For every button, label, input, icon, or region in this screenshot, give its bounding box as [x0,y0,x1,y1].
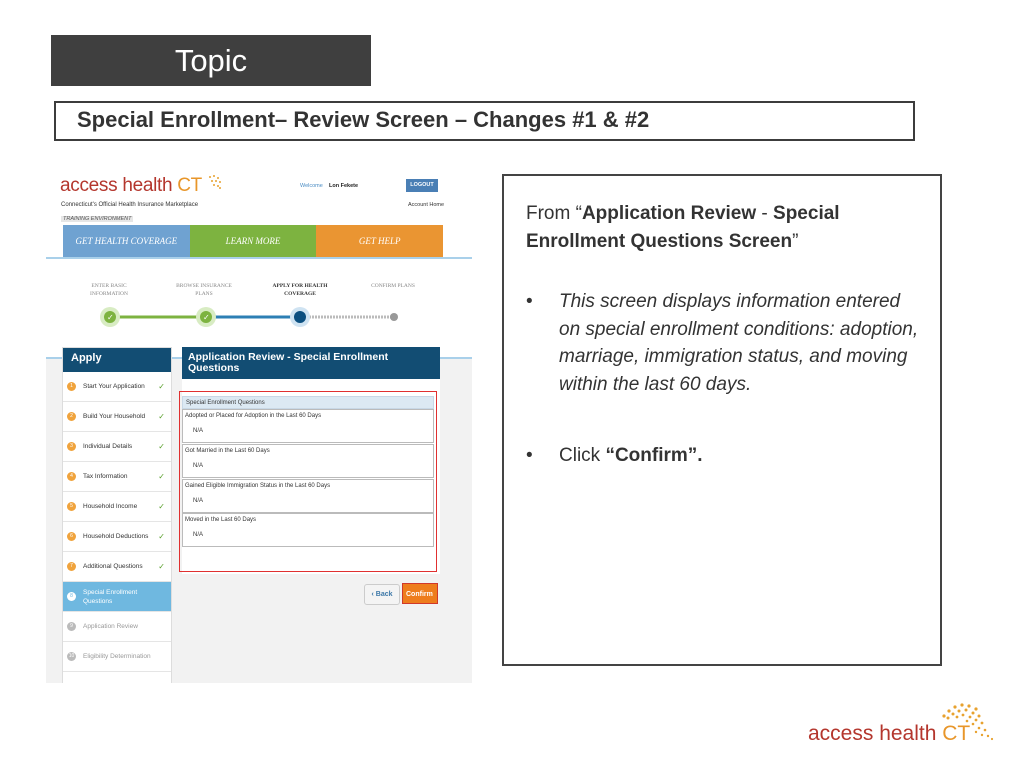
sidebar-item-household-income[interactable]: 5 Household Income ✓ [63,492,171,522]
special-enrollment-highlight [179,391,437,572]
nav-divider [46,257,472,259]
sidebar-item-start-application[interactable]: 1 Start Your Application ✓ [63,372,171,402]
user-name: Lon Fekete [329,183,359,189]
check-icon: ✓ [158,382,165,391]
question-marriage: Got Married in the Last 60 Days N/A [182,444,434,478]
source-screen-text: From “Application Review - Special Enrollment Questions Screen” [526,203,840,252]
check-icon: ✓ [158,442,165,451]
slide-title: Special Enrollment– Review Screen – Changes #1 & #2 [77,107,650,132]
logout-button[interactable]: LOGOUT [406,179,438,192]
sidebar-title: Apply [63,348,171,372]
sidebar-item-eligibility-determination[interactable]: 10 Eligibility Determination [63,642,171,672]
step-label-2: BROWSE INSURANCE PLANS [176,283,232,297]
sidebar-item-household-deductions[interactable]: 6 Household Deductions ✓ [63,522,171,552]
footer-logo: access health CT [808,702,1008,752]
sidebar-item-individual-details[interactable]: 3 Individual Details ✓ [63,432,171,462]
step-4-pending-icon [390,313,398,321]
sidebar-item-additional-questions[interactable]: 7 Additional Questions ✓ [63,552,171,582]
explanation-box: From “Application Review - Special Enrollment Questions Screen” • This screen displays information entered on special enrollment conditions: adoption, marriage, immigration status, and moving within the last 60 days. • Click “Confirm”. [502,174,942,666]
main-nav [63,225,443,257]
review-heading: Application Review - Special Enrollment Questions [182,347,440,379]
check-icon: ✓ [158,412,165,421]
check-icon: ✓ [158,532,165,541]
welcome-label: Welcome [300,183,323,189]
section-title: Special Enrollment Questions [182,396,434,409]
sidebar-item-build-household[interactable]: 2 Build Your Household ✓ [63,402,171,432]
logo-sunburst-icon [936,702,998,742]
slide-title-box [54,101,915,141]
confirm-button[interactable]: Confirm [402,583,438,604]
tagline: Connecticut's Official Health Insurance Marketplace [61,202,199,208]
step-label-3: APPLY FOR HEALTH COVERAGE [272,283,328,297]
step-label-1: ENTER BASIC INFORMATION [90,283,128,297]
sidebar-item-application-review[interactable]: 9 Application Review [63,612,171,642]
back-button[interactable]: ‹ Back [364,584,400,605]
question-adoption: Adopted or Placed for Adoption in the Last 60 Days N/A [182,409,434,443]
check-icon: ✓ [158,562,165,571]
sidebar-item-tax-information[interactable]: 4 Tax Information ✓ [63,462,171,492]
bullet-icon: • [526,445,533,466]
question-moved: Moved in the Last 60 Days N/A [182,513,434,547]
step-3-current-icon [294,311,306,323]
logo-dots-icon [207,175,221,189]
progress-track [46,304,472,334]
nav-get-health-coverage[interactable]: GET HEALTH COVERAGE [63,225,190,257]
nav-get-help[interactable]: GET HELP [316,225,443,257]
check-icon: ✓ [158,472,165,481]
sidebar-item-special-enrollment[interactable]: 8 Special Enrollment Questions [63,582,171,612]
check-icon: ✓ [158,502,165,511]
step-label-4: CONFIRM PLANS [371,283,415,289]
environment-badge: TRAINING ENVIRONMENT [63,216,132,222]
question-immigration: Gained Eligible Immigration Status in the Last 60 Days N/A [182,479,434,513]
access-health-ct-logo: access health CT [60,175,221,197]
topic-banner: Topic [51,35,371,86]
nav-learn-more[interactable]: LEARN MORE [190,225,317,257]
apply-sidebar [62,347,172,683]
bullet-icon: • [526,291,533,312]
step-2-check-glyph: ✓ [203,313,210,322]
account-home-link[interactable]: Account Home [408,202,445,208]
application-screenshot [46,164,472,683]
step-1-check-glyph: ✓ [107,313,114,322]
